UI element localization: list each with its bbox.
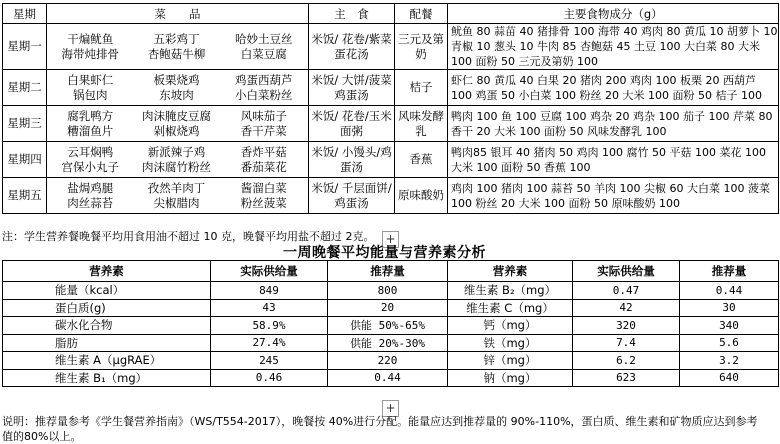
dish-cell: 白果虾仁 锅包肉	[47, 70, 134, 106]
nutrient-name-cell: 能量（kcal）	[3, 282, 211, 300]
dish-cell: 鸡蛋西葫芦 小白菜粉丝	[220, 70, 309, 106]
nutrition-row	[3, 317, 779, 335]
nutrient-value-cell: 0.47	[573, 282, 680, 300]
staple-cell: 米饭/ 花卷/紫菜 蛋花汤	[309, 24, 395, 70]
nutrient-value-cell: 623	[573, 369, 680, 387]
nutrient-value-cell: 800	[328, 282, 448, 300]
nutrient-name-cell: 维生素 A（μgRAE）	[3, 352, 211, 370]
nutrient-value-cell: 5.6	[680, 334, 779, 352]
nutrient-value-cell: 640	[680, 369, 779, 387]
nutrient-value-cell: 20	[328, 299, 448, 317]
day-cell: 星期一	[3, 24, 47, 70]
nutrition-row	[3, 369, 779, 387]
nutrient-name-cell: 脂肪	[3, 334, 211, 352]
dish-cell: 孜然羊肉丁 尖椒腊肉	[134, 178, 220, 214]
nutrients-cell: 鸭肉85 银耳 40 猪肉 50 鸡肉 100 腐竹 50 平菇 100 菜花 100 大米 100 面粉 50 香蕉 100	[448, 142, 779, 178]
dish-cell: 五彩鸡丁 杏鲍菇牛柳	[134, 24, 220, 70]
nutrition-analysis-title: 一周晚餐平均能量与营养素分析	[283, 245, 486, 261]
staple-cell: 米饭/ 花卷/玉米 面粥	[309, 106, 395, 142]
nutrient-value-cell: 340	[680, 317, 779, 335]
nutrition-header-cell: 推荐量	[680, 261, 779, 282]
dish-cell: 风味茄子 香干芹菜	[220, 106, 309, 142]
day-cell: 星期三	[3, 106, 47, 142]
nutrition-row	[3, 334, 779, 352]
nutrition-header-cell: 实际供给量	[573, 261, 680, 282]
nutrient-value-cell: 245	[211, 352, 328, 370]
nutrients-cell: 鸡肉 100 猪肉 100 蒜苔 50 羊肉 100 尖椒 60 大白菜 100 菠菜 100 粉丝 20 大米 100 面粉 50 原味酸奶 100	[448, 178, 779, 214]
dish-cell: 酱溜白菜 粉丝菠菜	[220, 178, 309, 214]
nutrient-value-cell: 6.2	[573, 352, 680, 370]
side-dish-cell: 原味酸奶	[395, 178, 448, 214]
staple-cell: 米饭/ 小馒头/鸡 蛋汤	[309, 142, 395, 178]
nutrients-cell: 虾仁 80 黄瓜 40 白果 20 猪肉 200 鸡肉 100 板栗 20 西葫芦 100 鸡蛋 50 小白菜 100 粉丝 20 大米 100 面粉 50 桔子 100	[448, 70, 779, 106]
nutrition-header-row	[3, 261, 779, 282]
nutrient-name-cell: 维生素 C（mg）	[448, 299, 573, 317]
dish-cell: 云耳焖鸭 宫保小丸子	[47, 142, 134, 178]
dish-cell: 新派辣子鸡 肉沫腐竹粉丝	[134, 142, 220, 178]
nutrition-row	[3, 299, 779, 317]
day-cell: 星期二	[3, 70, 47, 106]
nutrient-name-cell: 维生素 B₂（mg）	[448, 282, 573, 300]
staple-cell: 米饭/ 千层面饼/ 鸡蛋汤	[309, 178, 395, 214]
nutrient-value-cell: 320	[573, 317, 680, 335]
nutrient-name-cell: 钠（mg）	[448, 369, 573, 387]
nutrient-value-cell: 58.9%	[211, 317, 328, 335]
dish-cell: 肉沫腌皮豆腐 剁椒烧鸡	[134, 106, 220, 142]
menu-row	[3, 142, 779, 178]
nutrient-name-cell: 蛋白质(g)	[3, 299, 211, 317]
nutrient-name-cell: 维生素 B₁（mg）	[3, 369, 211, 387]
side-dish-cell: 三元及第奶	[395, 24, 448, 70]
recommendation-note: 说明：推荐量参考《学生餐营养指南》（WS/T554-2017），晚餐按 40%进行分配。能量应达到推荐量的 90%-110%，蛋白质、维生素和矿物质应达到参考值的80%以上。	[2, 415, 758, 443]
header-dishes: 菜 品	[47, 4, 309, 24]
day-cell: 星期四	[3, 142, 47, 178]
nutrition-header-cell: 营养素	[3, 261, 211, 282]
nutrient-value-cell: 供能 20%-30%	[328, 334, 448, 352]
menu-header-row	[3, 4, 779, 24]
nutrition-row	[3, 282, 779, 300]
nutrient-value-cell: 0.46	[211, 369, 328, 387]
add-content-button[interactable]: +	[382, 231, 399, 248]
nutrient-value-cell: 0.44	[328, 369, 448, 387]
nutrient-name-cell: 碳水化合物	[3, 317, 211, 335]
oil-salt-note: 注：学生营养餐晚餐平均用食用油不超过 10 克，晚餐平均用盐不超过 2克。	[2, 230, 375, 243]
day-cell: 星期五	[3, 178, 47, 214]
menu-row	[3, 70, 779, 106]
staple-cell: 米饭/ 大饼/菠菜 鸡蛋汤	[309, 70, 395, 106]
dish-cell: 腐乳鸭方 糟溜鱼片	[47, 106, 134, 142]
menu-row	[3, 106, 779, 142]
nutrient-name-cell: 钙（mg）	[448, 317, 573, 335]
nutrition-analysis-table	[2, 260, 779, 387]
dish-cell: 干煸鱿鱼 海带炖排骨	[47, 24, 134, 70]
nutrient-value-cell: 27.4%	[211, 334, 328, 352]
header-staple: 主 食	[309, 4, 395, 24]
dish-cell: 哈妙土豆丝 白菜豆腐	[220, 24, 309, 70]
nutrient-value-cell: 43	[211, 299, 328, 317]
menu-row	[3, 178, 779, 214]
nutrient-value-cell: 3.2	[680, 352, 779, 370]
header-nutrients: 主要食物成分（g）	[448, 4, 779, 24]
nutrition-header-cell: 实际供给量	[211, 261, 328, 282]
dish-cell: 板栗烧鸡 东坡肉	[134, 70, 220, 106]
nutrient-value-cell: 0.44	[680, 282, 779, 300]
nutrition-header-cell: 推荐量	[328, 261, 448, 282]
nutrient-value-cell: 849	[211, 282, 328, 300]
nutrient-value-cell: 30	[680, 299, 779, 317]
nutrition-row	[3, 352, 779, 370]
side-dish-cell: 香蕉	[395, 142, 448, 178]
header-side: 配餐	[395, 4, 448, 24]
side-dish-cell: 风味发酵乳	[395, 106, 448, 142]
nutrient-name-cell: 锌（mg）	[448, 352, 573, 370]
menu-row	[3, 24, 779, 70]
nutrients-cell: 鱿鱼 80 蒜苗 40 猪排骨 100 海带 40 鸡肉 80 黄瓜 10 胡萝卜 10 青椒 10 葱头 10 牛肉 85 杏鲍菇 45 土豆 100 大白菜 80 大米 100 面粉 50 三元及第奶 100	[448, 24, 779, 70]
nutrient-value-cell: 供能 50%-65%	[328, 317, 448, 335]
nutrition-header-cell: 营养素	[448, 261, 573, 282]
nutrient-value-cell: 42	[573, 299, 680, 317]
dish-cell: 盐焗鸡腿 肉丝蒜苔	[47, 178, 134, 214]
nutrient-value-cell: 220	[328, 352, 448, 370]
dish-cell: 香炸平菇 番茄菜花	[220, 142, 309, 178]
side-dish-cell: 桔子	[395, 70, 448, 106]
weekly-menu-table	[2, 3, 779, 214]
nutrient-value-cell: 7.4	[573, 334, 680, 352]
nutrient-name-cell: 铁（mg）	[448, 334, 573, 352]
nutrients-cell: 鸭肉 100 鱼 100 豆腐 100 鸡杂 20 鸡杂 100 茄子 100 芹菜 80 香干 20 大米 100 面粉 50 风味发酵乳 100	[448, 106, 779, 142]
header-day: 星期	[3, 4, 47, 24]
add-content-button-2[interactable]: +	[382, 400, 399, 417]
